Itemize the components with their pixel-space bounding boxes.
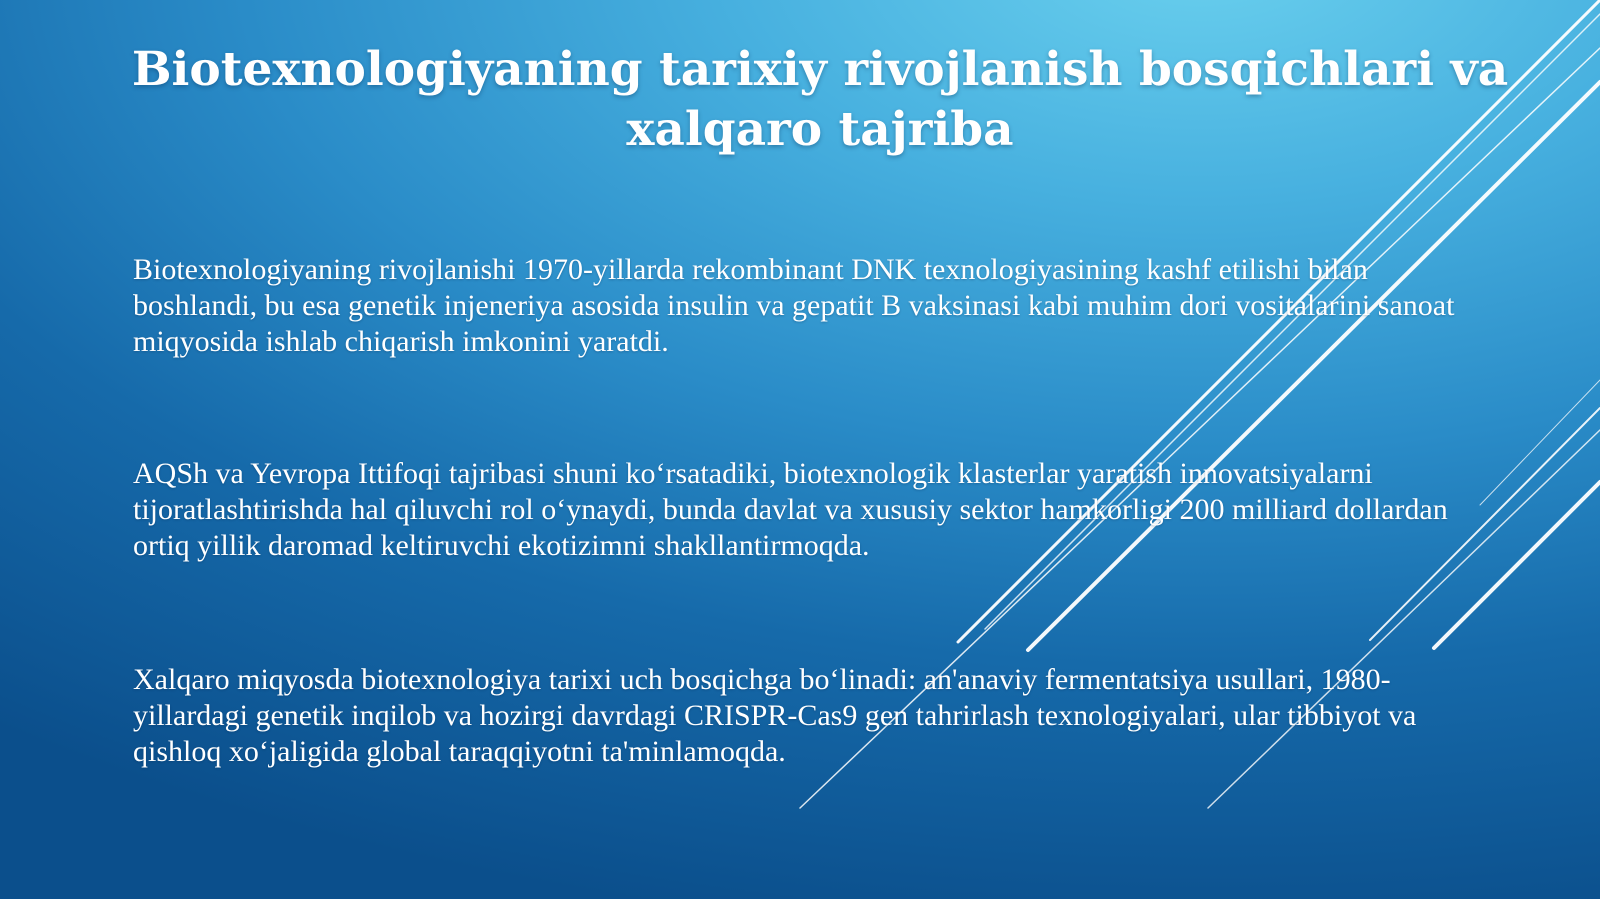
decorative-line [1028, 82, 1600, 650]
body-paragraph-1: Biotexnologiyaning rivojlanishi 1970-yillarda rekombinant DNK texnologiyasining kashf etilishi bilan boshlandi, bu esa genetik injeneriya asosida insulin va gepatit B vaksinasi kabi muhim dori vositalarini sanoat miqyosida ishlab chiqarish imkonini yaratdi. [133, 253, 1455, 358]
body-paragraph-2: AQSh va Yevropa Ittifoqi tajribasi shuni koʻrsatadiki, biotexnologik klasterlar yaratish innovatsiyalarni tijoratlashtirishda hal qiluvchi rol oʻynaydi, bunda davlat va xususiy sektor hamkorligi 200 milliard dollardan ortiq yillik daromad keltiruvchi ekotizimni shakllantirmoqda. [133, 457, 1448, 562]
body-paragraph-3: Xalqaro miqyosda biotexnologiya tarixi uch bosqichga boʻlinadi: an'anaviy fermentatsiya usullari, 1980-yillardagi genetik inqilob va hozirgi davrdagi CRISPR-Cas9 gen tahrirlash texnologiyalari, ular tibbiyot va qishloq xoʻjaligida global taraqqiyotni ta'minlamoqda. [133, 663, 1417, 768]
slide-title: Biotexnologiyaning tarixiy rivojlanish bosqichlari va xalqaro tajriba [131, 42, 1509, 157]
decorative-line [1480, 380, 1600, 505]
